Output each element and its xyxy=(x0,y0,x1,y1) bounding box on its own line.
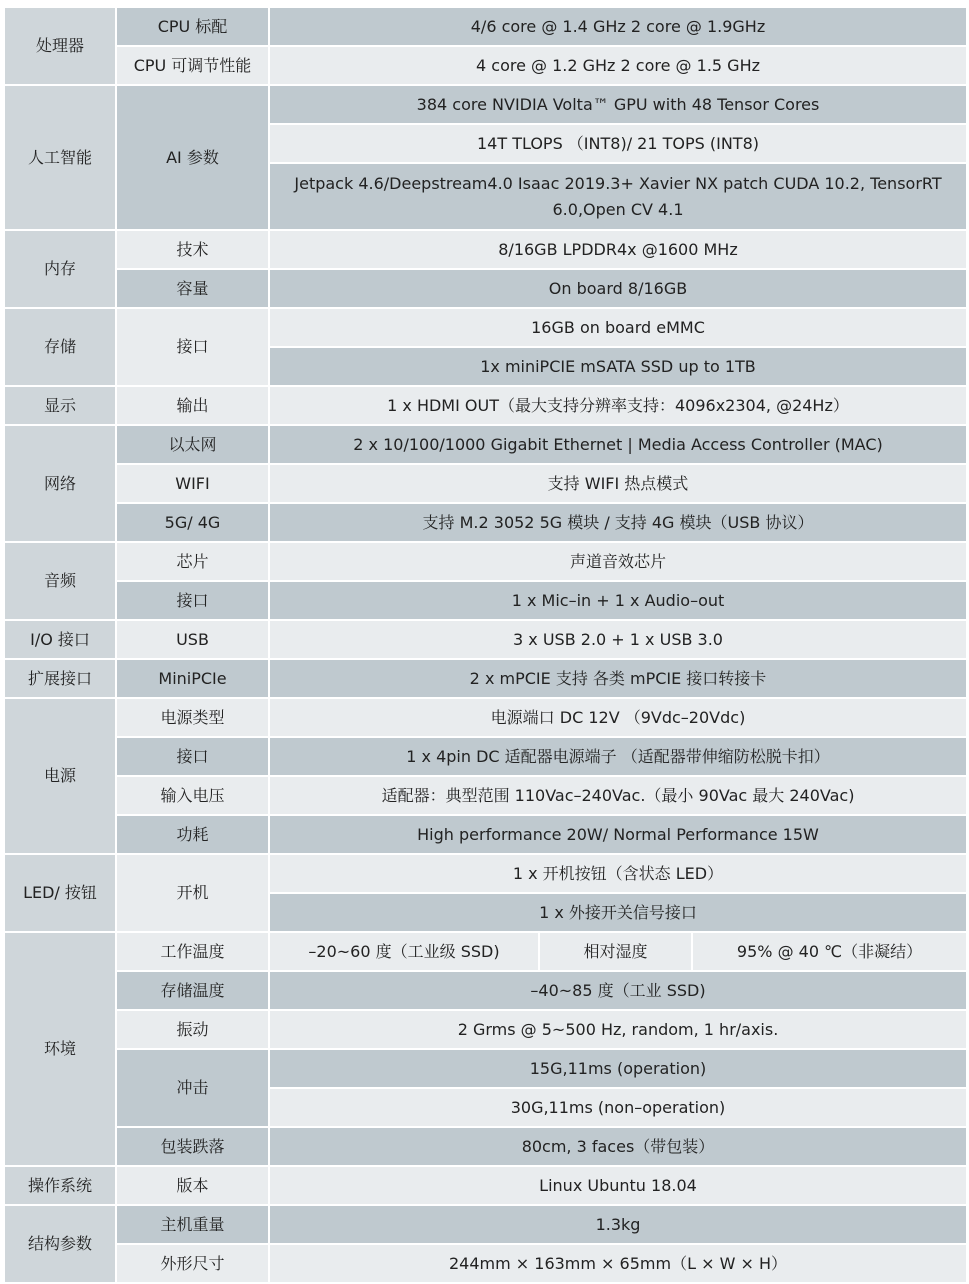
row-value: –20~60 度（工业级 SSD) xyxy=(269,932,539,971)
table-row xyxy=(4,46,967,85)
table-row xyxy=(4,737,967,776)
row-value: 电源端口 DC 12V （9Vdc–20Vdc) xyxy=(269,698,967,737)
row-value: 8/16GB LPDDR4x @1600 MHz xyxy=(269,230,967,269)
row-value: On board 8/16GB xyxy=(269,269,967,308)
table-row xyxy=(4,425,967,464)
row-label: MiniPCIe xyxy=(116,659,269,698)
row-label: 接口 xyxy=(116,581,269,620)
row-label: 振动 xyxy=(116,1010,269,1049)
row-value: Jetpack 4.6/Deepstream4.0 Isaac 2019.3+ Xavier NX patch CUDA 10.2, TensorRT 6.0,Open CV 4.1 xyxy=(269,163,967,230)
row-value: –40~85 度（工业 SSD) xyxy=(269,971,967,1010)
row-value: 244mm × 163mm × 65mm（L × W × H） xyxy=(269,1244,967,1283)
table-row xyxy=(4,581,967,620)
row-label: 包装跌落 xyxy=(116,1127,269,1166)
section-label: LED/ 按钮 xyxy=(4,854,116,932)
section-label: 显示 xyxy=(4,386,116,425)
row-value: 15G,11ms (operation) xyxy=(269,1049,967,1088)
row-value: 384 core NVIDIA Volta™ GPU with 48 Tensor Cores xyxy=(269,85,967,124)
row-label: 开机 xyxy=(116,854,269,932)
table-row xyxy=(4,85,967,124)
row-value: 4/6 core @ 1.4 GHz 2 core @ 1.9GHz xyxy=(269,7,967,46)
table-row xyxy=(4,1205,967,1244)
row-value: 14T TLOPS （INT8)/ 21 TOPS (INT8) xyxy=(269,124,967,163)
section-label: 电源 xyxy=(4,698,116,854)
table-row xyxy=(4,7,967,46)
row-value: Linux Ubuntu 18.04 xyxy=(269,1166,967,1205)
section-label: 处理器 xyxy=(4,7,116,85)
row-value: 1 x HDMI OUT（最大支持分辨率支持：4096x2304, @24Hz） xyxy=(269,386,967,425)
section-label: 内存 xyxy=(4,230,116,308)
table-row xyxy=(4,542,967,581)
row-value-label: 相对湿度 xyxy=(539,932,692,971)
row-label: USB xyxy=(116,620,269,659)
table-row xyxy=(4,815,967,854)
row-label: 5G/ 4G xyxy=(116,503,269,542)
section-label: 环境 xyxy=(4,932,116,1166)
row-label: 主机重量 xyxy=(116,1205,269,1244)
row-label: 芯片 xyxy=(116,542,269,581)
table-row xyxy=(4,464,967,503)
row-value: 95% @ 40 ℃（非凝结） xyxy=(692,932,967,971)
row-label: CPU 可调节性能 xyxy=(116,46,269,85)
row-value: 3 x USB 2.0 + 1 x USB 3.0 xyxy=(269,620,967,659)
table-row xyxy=(4,932,967,971)
row-label: 接口 xyxy=(116,308,269,386)
table-row xyxy=(4,698,967,737)
row-value: 1 x 4pin DC 适配器电源端子 （适配器带伸缩防松脱卡扣） xyxy=(269,737,967,776)
table-row xyxy=(4,230,967,269)
section-label: 网络 xyxy=(4,425,116,542)
row-value: 1 x 开机按钮（含状态 LED） xyxy=(269,854,967,893)
row-value: 4 core @ 1.2 GHz 2 core @ 1.5 GHz xyxy=(269,46,967,85)
row-label: 电源类型 xyxy=(116,698,269,737)
section-label: 操作系统 xyxy=(4,1166,116,1205)
row-value: 1x miniPCIE mSATA SSD up to 1TB xyxy=(269,347,967,386)
table-row xyxy=(4,971,967,1010)
row-label: 冲击 xyxy=(116,1049,269,1127)
row-label: CPU 标配 xyxy=(116,7,269,46)
row-value: 2 x mPCIE 支持 各类 mPCIE 接口转接卡 xyxy=(269,659,967,698)
row-label: 工作温度 xyxy=(116,932,269,971)
row-value: 16GB on board eMMC xyxy=(269,308,967,347)
row-value: 2 Grms @ 5~500 Hz, random, 1 hr/axis. xyxy=(269,1010,967,1049)
table-row xyxy=(4,1127,967,1166)
table-row xyxy=(4,269,967,308)
row-label: 输入电压 xyxy=(116,776,269,815)
section-label: 音频 xyxy=(4,542,116,620)
table-row xyxy=(4,386,967,425)
row-label: 存储温度 xyxy=(116,971,269,1010)
section-label: 人工智能 xyxy=(4,85,116,230)
row-label: 以太网 xyxy=(116,425,269,464)
table-row xyxy=(4,776,967,815)
row-value: 声道音效芯片 xyxy=(269,542,967,581)
row-label: 功耗 xyxy=(116,815,269,854)
row-label: 接口 xyxy=(116,737,269,776)
table-row xyxy=(4,1049,967,1088)
row-label: AI 参数 xyxy=(116,85,269,230)
row-value: 80cm, 3 faces（带包装） xyxy=(269,1127,967,1166)
row-value: 支持 M.2 3052 5G 模块 / 支持 4G 模块（USB 协议） xyxy=(269,503,967,542)
row-label: 版本 xyxy=(116,1166,269,1205)
row-value: 2 x 10/100/1000 Gigabit Ethernet | Media Access Controller (MAC) xyxy=(269,425,967,464)
spec-table-body xyxy=(4,7,967,1283)
table-row xyxy=(4,1010,967,1049)
section-label: 存储 xyxy=(4,308,116,386)
table-row xyxy=(4,1244,967,1283)
row-value: 1 x Mic–in + 1 x Audio–out xyxy=(269,581,967,620)
row-value: High performance 20W/ Normal Performance 15W xyxy=(269,815,967,854)
section-label: 结构参数 xyxy=(4,1205,116,1283)
row-label: 技术 xyxy=(116,230,269,269)
table-row xyxy=(4,503,967,542)
row-value: 1 x 外接开关信号接口 xyxy=(269,893,967,932)
spec-table xyxy=(3,6,968,1284)
section-label: 扩展接口 xyxy=(4,659,116,698)
row-label: 容量 xyxy=(116,269,269,308)
table-row xyxy=(4,620,967,659)
table-row xyxy=(4,1166,967,1205)
table-row xyxy=(4,308,967,347)
row-value: 适配器：典型范围 110Vac–240Vac.（最小 90Vac 最大 240Vac) xyxy=(269,776,967,815)
table-row xyxy=(4,659,967,698)
row-value: 1.3kg xyxy=(269,1205,967,1244)
section-label: I/O 接口 xyxy=(4,620,116,659)
table-row xyxy=(4,854,967,893)
row-label: 外形尺寸 xyxy=(116,1244,269,1283)
row-label: WIFI xyxy=(116,464,269,503)
row-value: 支持 WIFI 热点模式 xyxy=(269,464,967,503)
row-value: 30G,11ms (non–operation) xyxy=(269,1088,967,1127)
row-label: 输出 xyxy=(116,386,269,425)
